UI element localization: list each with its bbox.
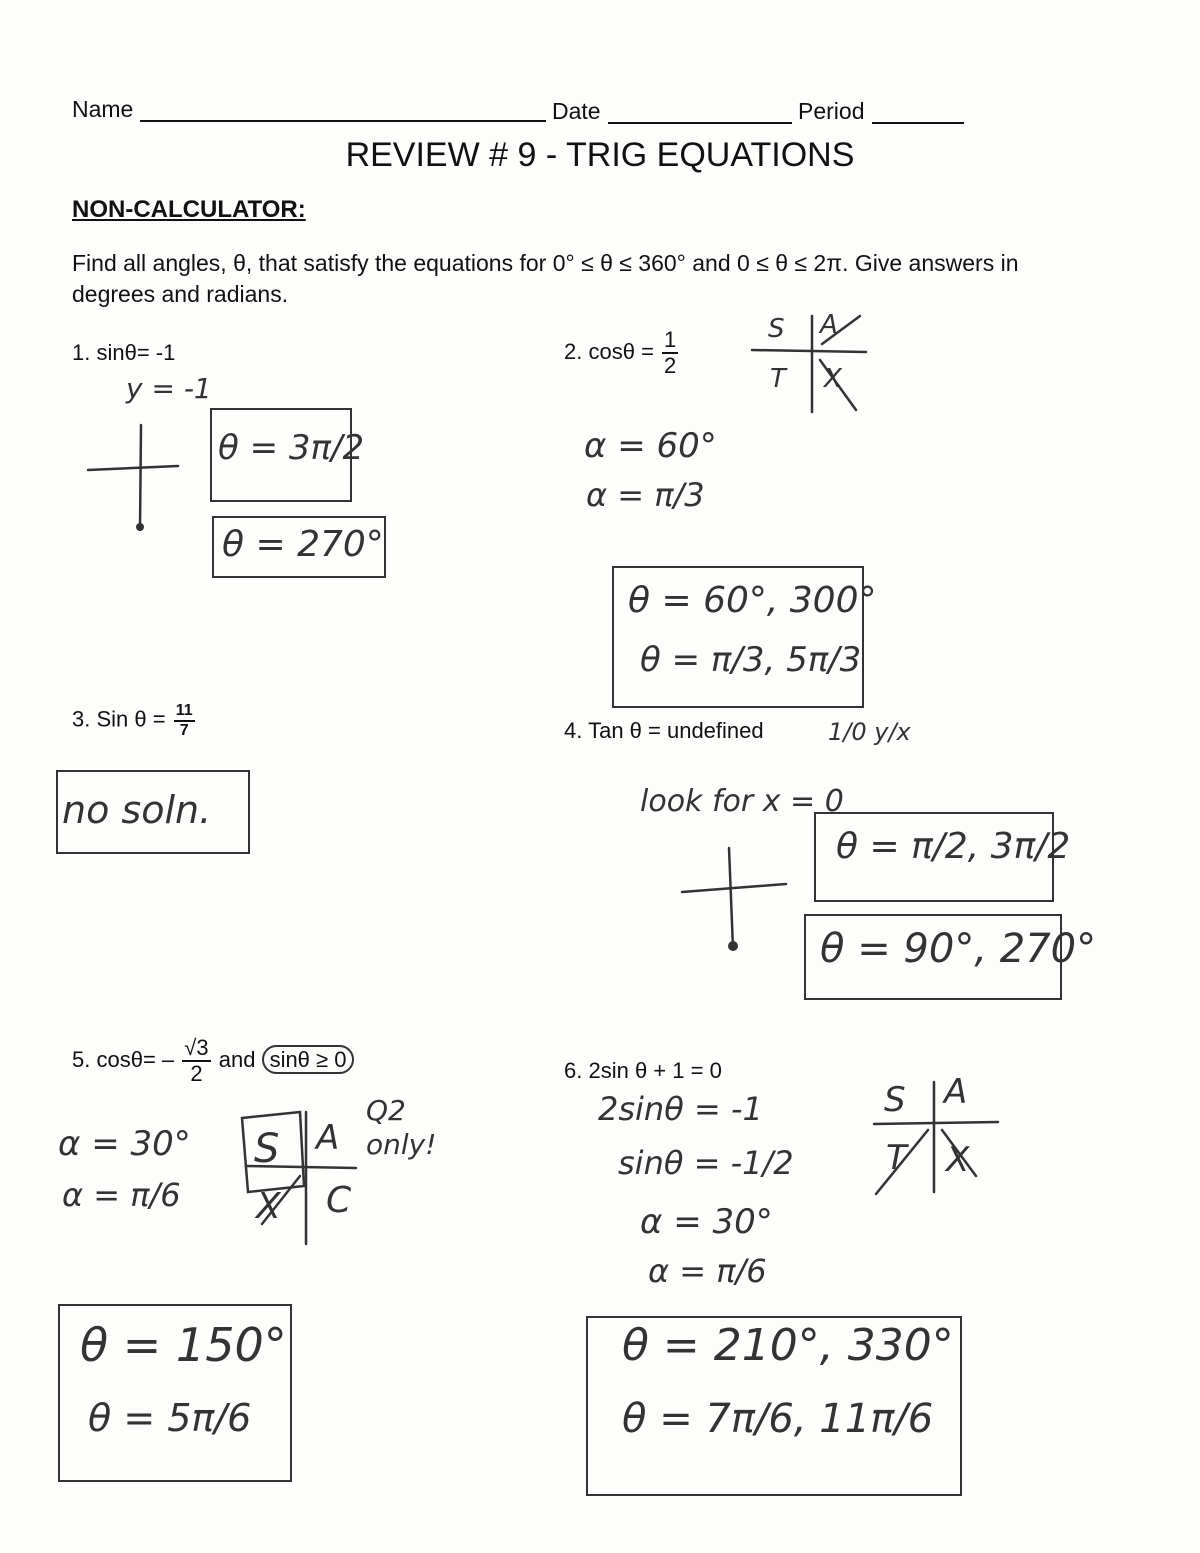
hw-p5-quad-a: A <box>316 1118 340 1158</box>
section-heading: NON-CALCULATOR: <box>72 196 306 223</box>
hw-p2-answer-rad: θ = π/3, 5π/3 <box>640 640 862 680</box>
hw-p6-alpha-deg: α = 30° <box>640 1202 773 1242</box>
page-title: REVIEW # 9 - TRIG EQUATIONS <box>345 136 855 174</box>
problem-equation: Tan θ = undefined <box>588 718 764 743</box>
circled-condition: sinθ ≥ 0 <box>262 1045 355 1074</box>
hw-p5-quad-c: C <box>326 1180 352 1221</box>
hw-p4-note: look for x = 0 <box>640 784 844 819</box>
problem-equation: 2sin θ + 1 = 0 <box>588 1058 722 1083</box>
fraction-numerator: 11 <box>174 702 195 722</box>
hw-p6-step1: 2sinθ = -1 <box>598 1090 763 1128</box>
problem-number: 2. <box>564 339 583 364</box>
fraction-denominator: 2 <box>664 353 677 379</box>
hw-p6-answer-deg: θ = 210°, 330° <box>622 1320 954 1371</box>
hw-p2-alpha-deg: α = 60° <box>584 426 717 466</box>
hw-p1-note: y = -1 <box>126 372 212 405</box>
hw-p5-alpha-rad: α = π/6 <box>62 1176 181 1214</box>
hw-p4-ratio: 1/0 y/x <box>828 718 911 746</box>
hw-p2-quad-s: S <box>768 314 785 344</box>
hw-p4-answer-deg: θ = 90°, 270° <box>820 926 1097 972</box>
hw-p2-quad-c: X <box>824 364 842 394</box>
problem-number: 5. <box>72 1047 91 1072</box>
problem-equation: cosθ = <box>588 339 654 364</box>
hw-p5-answer-deg: θ = 150° <box>80 1318 287 1372</box>
hw-p6-alpha-rad: α = π/6 <box>648 1252 767 1290</box>
problem-equation: cosθ= – <box>96 1047 175 1072</box>
problem-equation: sinθ= -1 <box>96 340 176 365</box>
problem-number: 6. <box>564 1058 583 1083</box>
problem-number: 1. <box>72 340 91 365</box>
hw-p6-quad-a: A <box>944 1072 968 1112</box>
fraction-denominator: 2 <box>190 1061 203 1087</box>
hw-p2-answer-deg: θ = 60°, 300° <box>628 580 877 621</box>
hw-p5-quad-t: X <box>256 1186 281 1227</box>
problem-equation: Sin θ = <box>96 706 166 732</box>
hw-p5-answer-rad: θ = 5π/6 <box>88 1396 252 1440</box>
period-label: Period <box>798 98 865 124</box>
hw-p5-quad-s: S <box>254 1126 280 1172</box>
hw-p2-quad-t: T <box>770 364 786 394</box>
hw-p1-answer-rad: θ = 3π/2 <box>218 428 365 468</box>
hw-p6-answer-rad: θ = 7π/6, 11π/6 <box>622 1396 934 1442</box>
date-label: Date <box>552 98 601 124</box>
hw-p5-note: Q2 only! <box>366 1094 437 1161</box>
hw-p3-answer: no soln. <box>62 788 212 832</box>
fraction-numerator: 1 <box>662 328 678 354</box>
hw-p4-answer-rad: θ = π/2, 3π/2 <box>836 826 1071 867</box>
p4-axes <box>682 844 786 951</box>
hw-p6-quad-s: S <box>884 1080 906 1120</box>
hw-p6-quad-t: T <box>886 1138 907 1178</box>
hw-p5-alpha-deg: α = 30° <box>58 1124 191 1164</box>
name-label: Name <box>72 96 134 122</box>
fraction-denominator: 7 <box>179 721 189 739</box>
hw-p6-quad-c: X <box>946 1140 970 1180</box>
instructions: Find all angles, θ, that satisfy the equations for 0° ≤ θ ≤ 360° and 0 ≤ θ ≤ 2π. Give answers in degrees and radians. <box>72 250 1019 307</box>
hw-p2-quad-a: A <box>820 310 838 340</box>
problem-number: 4. <box>564 718 583 743</box>
hw-p6-step2: sinθ = -1/2 <box>618 1144 794 1182</box>
fraction-numerator: √3 <box>182 1036 210 1062</box>
p1-axes <box>88 425 178 531</box>
problem-number: 3. <box>72 706 91 732</box>
problem-condition-and: and <box>218 1047 256 1072</box>
hw-p1-answer-deg: θ = 270° <box>222 524 384 565</box>
hw-p2-alpha-rad: α = π/3 <box>586 476 705 514</box>
